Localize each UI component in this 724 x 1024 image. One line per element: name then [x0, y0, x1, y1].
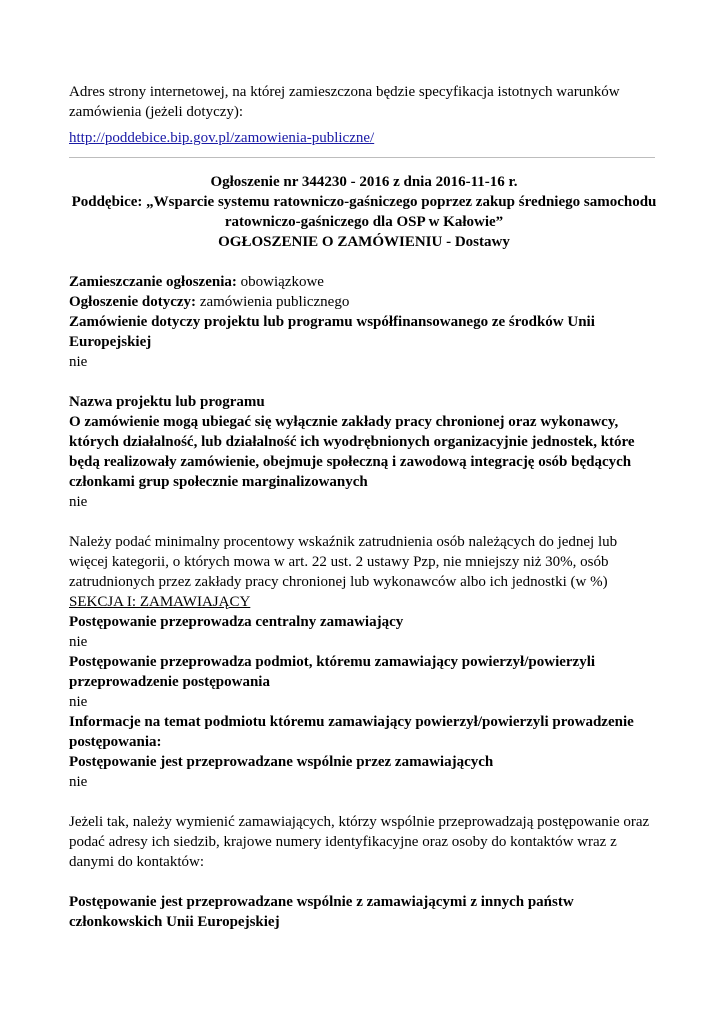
- zamieszczanie-value: obowiązkowe: [236, 274, 324, 290]
- announcement-title: Poddębice: „Wsparcie systemu ratowniczo-gaśniczego poprzez zakup średniego samochodu ratowniczo-gaśniczego dla OSP w Kałowie”: [71, 194, 657, 230]
- eu-project-value: nie: [69, 354, 88, 370]
- document-content: [69, 82, 659, 932]
- announcement-type: OGŁOSZENIE O ZAMÓWIENIU - Dostawy: [218, 234, 510, 250]
- chronione-value: nie: [69, 494, 88, 510]
- eu-project-label: Zamówienie dotyczy projektu lub programu współfinansowanego ze środków Unii Europejskiej: [69, 314, 595, 350]
- zamieszczanie-row: [69, 272, 659, 292]
- zamieszczanie-label: Zamieszczanie ogłoszenia:: [69, 274, 237, 290]
- section-1-title: SEKCJA I: ZAMAWIAJĄCY: [69, 594, 251, 610]
- podmiot-value: nie: [69, 694, 88, 710]
- dotyczy-row: [69, 292, 659, 312]
- nazwa-projektu-label: Nazwa projektu lub programu: [69, 394, 265, 410]
- dotyczy-label: Ogłoszenie dotyczy:: [69, 294, 197, 310]
- centralny-value: nie: [69, 634, 88, 650]
- siwz-url-link[interactable]: http://poddebice.bip.gov.pl/zamowienia-publiczne/: [69, 130, 375, 146]
- intro-text: Adres strony internetowej, na której zamieszczona będzie specyfikacja istotnych warunków zamówienia (jeżeli dotyczy):: [69, 84, 620, 120]
- ue-wspolnie-label: Postępowanie jest przeprowadzane wspólnie z zamawiającymi z innych państw członkowskich Unii Europejskiej: [69, 894, 574, 930]
- wspolnie-label: Postępowanie jest przeprowadzane wspólnie przez zamawiających: [69, 754, 494, 770]
- dotyczy-value: zamówienia publicznego: [196, 294, 350, 310]
- divider: [69, 157, 655, 158]
- centralny-label: Postępowanie przeprowadza centralny zamawiający: [69, 614, 404, 630]
- podmiot-label: Postępowanie przeprowadza podmiot, któremu zamawiający powierzył/powierzyli przeprowadzenie postępowania: [69, 654, 596, 690]
- announcement-number: Ogłoszenie nr 344230 - 2016 z dnia 2016-11-16 r.: [210, 174, 518, 190]
- chronione-label: O zamówienie mogą ubiegać się wyłącznie zakłady pracy chronionej oraz wykonawcy, których działalność, lub działalność ich wyodrębnionych organizacyjnie jednostek, które będą realizowały zamówienie, obejmuje społeczną i zawodową integrację osób będących członkami grup społecznie marginalizowanych: [69, 414, 635, 490]
- wspolnie-value: nie: [69, 774, 88, 790]
- info-podmiot-label: Informacje na temat podmiotu któremu zamawiający powierzył/powierzyli prowadzenie postępowania:: [69, 714, 634, 750]
- jezeli-text: Jeżeli tak, należy wymienić zamawiających, którzy wspólnie przeprowadzają postępowanie oraz podać adresy ich siedzib, krajowe numery identyfikacyjne oraz osoby do kontaktów wraz z danymi do kontaktów:: [69, 814, 650, 870]
- wskaznik-text: Należy podać minimalny procentowy wskaźnik zatrudnienia osób należących do jednej lub więcej kategorii, o których mowa w art. 22 ust. 2 ustawy Pzp, nie mniejszy niż 30%, osób zatrudnionych przez zakłady pracy chronionej lub wykonawców albo ich jednostki (w %): [69, 534, 618, 590]
